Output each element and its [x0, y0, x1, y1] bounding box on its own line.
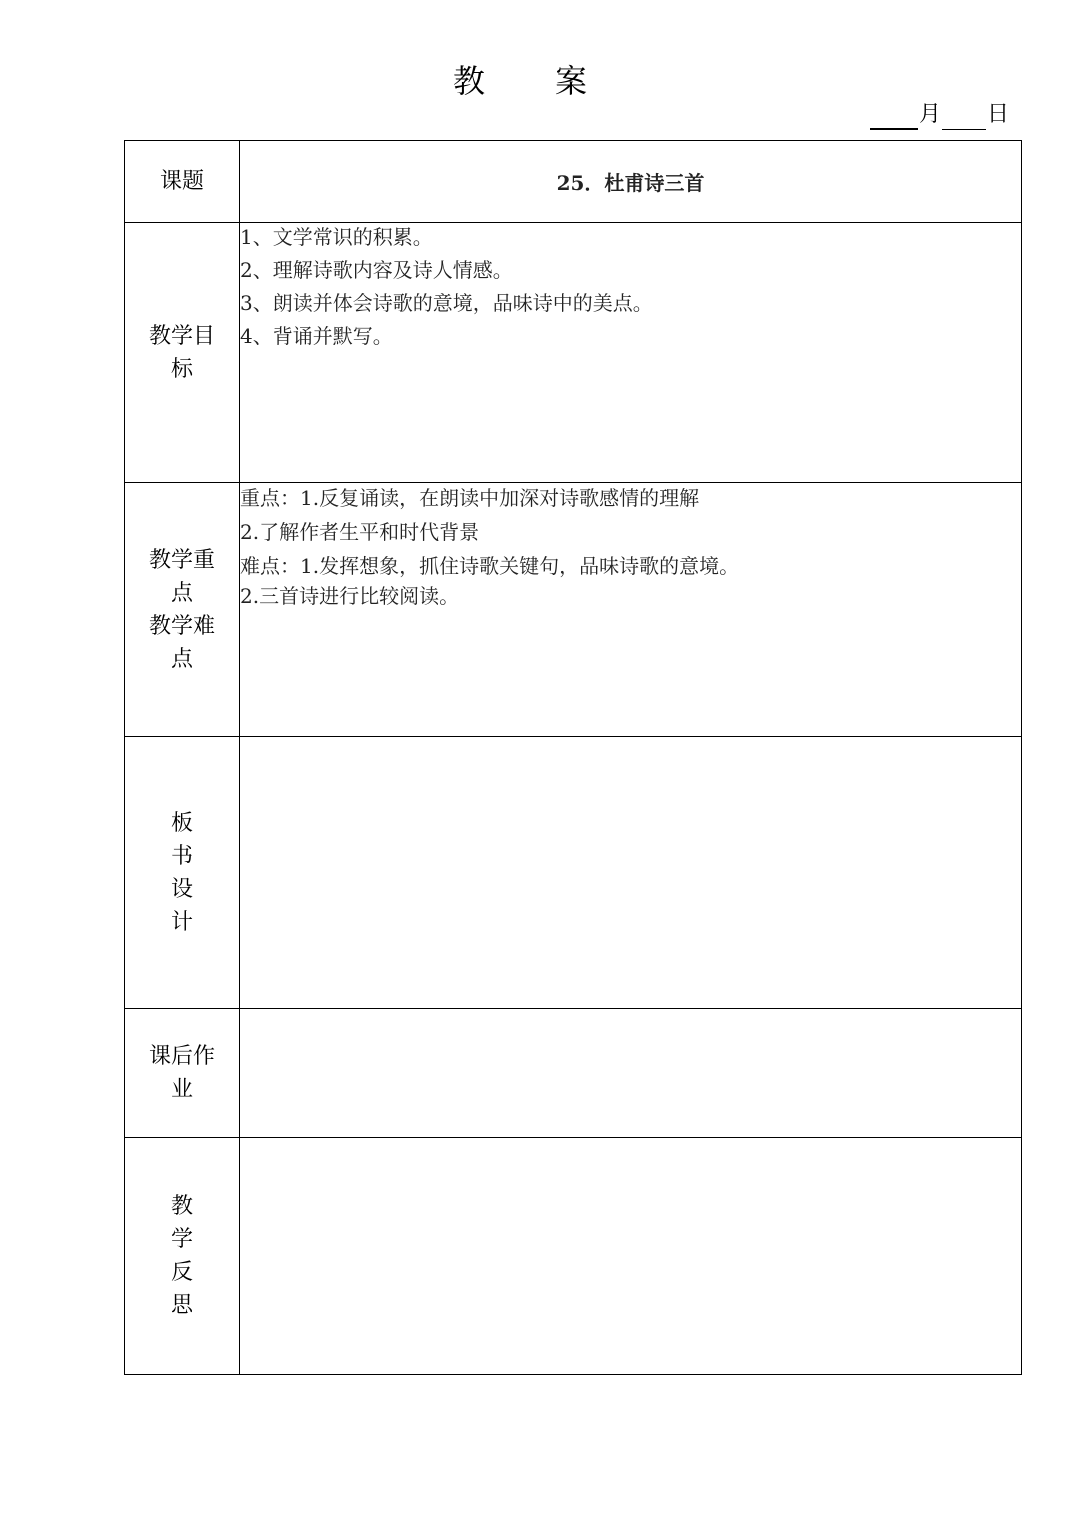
day-blank: [942, 105, 986, 130]
reflection-label: [125, 1138, 240, 1375]
key-point-line: 重点：1.反复诵读，在朗读中加深对诗歌感情的理解: [240, 486, 700, 510]
month-label: 月: [918, 102, 941, 127]
board-design-label-line: 计: [170, 909, 193, 935]
key-points-label: [125, 483, 240, 737]
key-point-line: 难点：1.发挥想象，抓住诗歌关键句，品味诗歌的意境。: [240, 554, 740, 578]
objectives-label-line: 标: [170, 356, 193, 382]
homework-content: [240, 1009, 1022, 1138]
homework-label-line: 业: [170, 1077, 193, 1102]
date-line: [869, 100, 1009, 130]
objective-item: 2、理解诗歌内容及诗人情感。: [240, 258, 513, 282]
topic-row: [125, 141, 1022, 223]
board-design-label-line: 板: [170, 810, 193, 836]
key-point-line: 2.了解作者生平和时代背景: [240, 520, 480, 544]
board-design-label-line: 书: [170, 843, 193, 869]
document-title: 教案: [452, 62, 657, 100]
objective-item: 3、朗读并体会诗歌的意境，品味诗中的美点。: [240, 291, 653, 315]
objectives-label: [125, 223, 240, 483]
board-design-label: [125, 737, 240, 1009]
key-points-label-line: 点: [170, 580, 193, 606]
homework-row: [125, 1009, 1022, 1138]
reflection-label-line: 教: [170, 1194, 193, 1219]
objectives-label-line: 教学目: [148, 323, 215, 349]
objectives-content: [240, 223, 1022, 483]
objective-item: 1、文学常识的积累。: [240, 225, 433, 249]
key-points-label-line: 教学难: [148, 613, 215, 639]
key-points-label-line: 点: [170, 646, 193, 672]
day-label: 日: [986, 102, 1009, 127]
board-design-row: [125, 737, 1022, 1009]
lesson-plan-table: [124, 140, 1022, 1375]
reflection-content: [240, 1138, 1022, 1375]
key-point-line: 2.三首诗进行比较阅读。: [240, 584, 460, 608]
homework-label-line: 课后作: [148, 1044, 215, 1069]
board-design-label-line: 设: [170, 876, 193, 902]
key-points-label-line: 教学重: [148, 547, 215, 573]
key-points-content: [240, 483, 1022, 737]
homework-label: [125, 1009, 240, 1138]
reflection-label-line: 反: [170, 1260, 193, 1285]
topic-label: 课题: [125, 141, 240, 223]
reflection-label-line: 思: [170, 1293, 193, 1318]
key-points-row: [125, 483, 1022, 737]
month-blank: [870, 104, 918, 130]
topic-value: 25．杜甫诗三首: [240, 141, 1022, 223]
board-design-content: [240, 737, 1022, 1009]
reflection-row: [125, 1138, 1022, 1375]
reflection-label-line: 学: [170, 1227, 193, 1252]
objectives-row: [125, 223, 1022, 483]
objective-item: 4、背诵并默写。: [240, 324, 393, 348]
